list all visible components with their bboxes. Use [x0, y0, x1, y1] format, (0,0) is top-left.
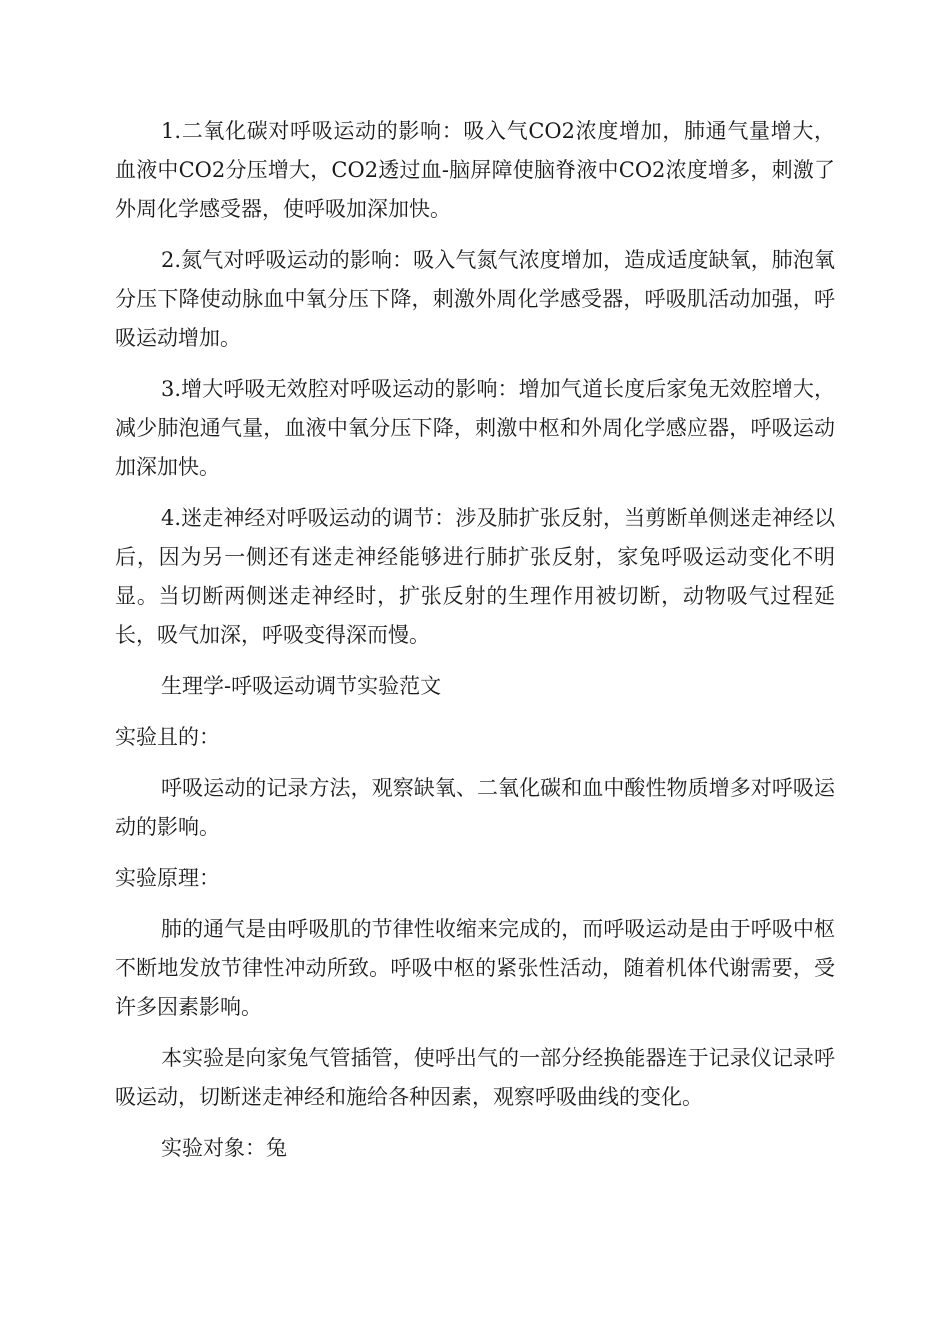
- paragraph-subject: 实验对象：兔: [161, 1136, 287, 1160]
- document-body: [115, 112, 835, 1180]
- heading-purpose: 实验且的：: [115, 725, 220, 749]
- paragraph-co2-effect: 1.二氧化碳对呼吸运动的影响：吸入气CO2浓度增加，肺通气量增大，血液中CO2分压增大，CO2透过血-脑屏障使脑脊液中CO2浓度增多，刺激了外周化学感受器，使呼吸加深加快。: [115, 119, 835, 221]
- paragraph-purpose: 呼吸运动的记录方法，观察缺氧、二氧化碳和血中酸性物质增多对呼吸运动的影响。: [115, 776, 835, 839]
- paragraph-vagus-regulation: 4.迷走神经对呼吸运动的调节：涉及肺扩张反射，当剪断单侧迷走神经以后，因为另一侧还有迷走神经能够进行肺扩张反射，家兔呼吸运动变化不明显。当切断两侧迷走神经时，扩张反射的生理作用被切断，动物吸气过程延长，吸气加深，呼吸变得深而慢。: [115, 506, 835, 647]
- section-title: 生理学-呼吸运动调节实验范文: [161, 674, 442, 698]
- heading-principle: 实验原理：: [115, 866, 220, 890]
- paragraph-principle: 肺的通气是由呼吸肌的节律性收缩来完成的，而呼吸运动是由于呼吸中枢不断地发放节律性冲动所致。呼吸中枢的紧张性活动，随着机体代谢需要，受许多因素影响。: [115, 917, 835, 1019]
- paragraph-method: 本实验是向家兔气管插管，使呼出气的一部分经换能器连于记录仪记录呼吸运动，切断迷走神经和施给各种因素，观察呼吸曲线的变化。: [115, 1046, 835, 1109]
- paragraph-nitrogen-effect: 2.氮气对呼吸运动的影响：吸入气氮气浓度增加，造成适度缺氧，肺泡氧分压下降使动脉血中氧分压下降，刺激外周化学感受器，呼吸肌活动加强，呼吸运动增加。: [115, 248, 835, 350]
- paragraph-dead-space-effect: 3.增大呼吸无效腔对呼吸运动的影响：增加气道长度后家兔无效腔增大，减少肺泡通气量，血液中氧分压下降，刺激中枢和外周化学感应器，呼吸运动加深加快。: [115, 377, 835, 479]
